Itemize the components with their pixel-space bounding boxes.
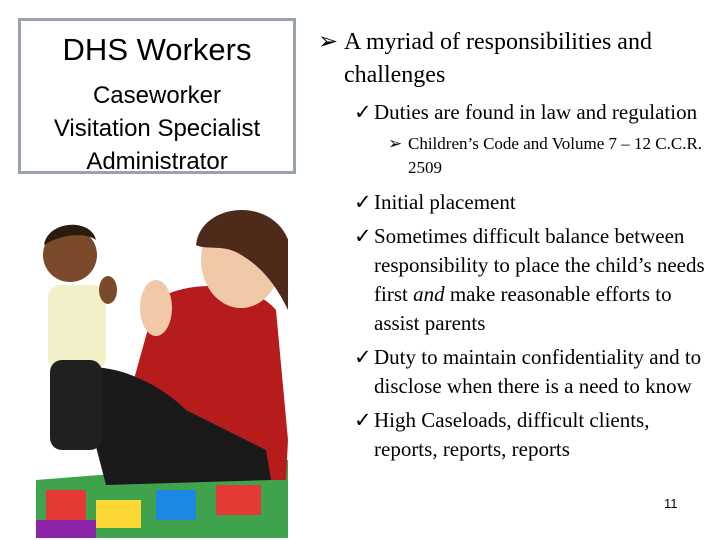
- checkmark-bullet-icon: ✓: [354, 190, 372, 214]
- bullet-text: A myriad of responsibilities and challenges: [344, 29, 652, 88]
- title-box: [18, 18, 296, 174]
- bullet-text-balance: Sometimes difficult balance between responsibility to place the child’s needs first and make reasonable efforts to assist parents: [374, 224, 705, 335]
- bullet-level2: [318, 343, 718, 401]
- bullet-level2: [318, 188, 718, 217]
- checkmark-bullet-icon: ✓: [354, 100, 372, 124]
- bullet-list: [318, 26, 718, 469]
- bullet-text: High Caseloads, difficult clients, reports, reports, reports: [374, 408, 650, 461]
- checkmark-bullet-icon: ✓: [354, 408, 372, 432]
- role-administrator: Administrator: [86, 148, 228, 175]
- bullet-level1: [318, 26, 718, 92]
- checkmark-bullet-icon: ✓: [354, 345, 372, 369]
- arrow-bullet-icon: ➢: [388, 134, 403, 153]
- emphasis-word: and: [413, 282, 445, 306]
- arrow-bullet-icon: ➢: [318, 29, 339, 55]
- bullet-text: Children’s Code and Volume 7 – 12 C.C.R. 2509: [408, 134, 703, 177]
- role-visitation-specialist: Visitation Specialist: [53, 115, 261, 142]
- bullet-level2: [318, 98, 718, 127]
- bullet-text: Duty to maintain confidentiality and to disclose when there is a need to know: [374, 345, 702, 398]
- page-number: 11: [664, 496, 678, 511]
- checkmark-bullet-icon: ✓: [354, 224, 372, 248]
- slide-title: DHS Workers: [62, 32, 252, 67]
- bullet-text: Duties are found in law and regulation: [374, 100, 698, 124]
- bullet-level2: [318, 222, 718, 338]
- bullet-text: Initial placement: [374, 190, 516, 214]
- role-caseworker: Caseworker: [92, 82, 222, 109]
- bullet-level2: [318, 406, 718, 464]
- caseworker-child-photo: [36, 190, 288, 538]
- bullet-level3: [318, 132, 718, 180]
- roles-list: [21, 79, 293, 178]
